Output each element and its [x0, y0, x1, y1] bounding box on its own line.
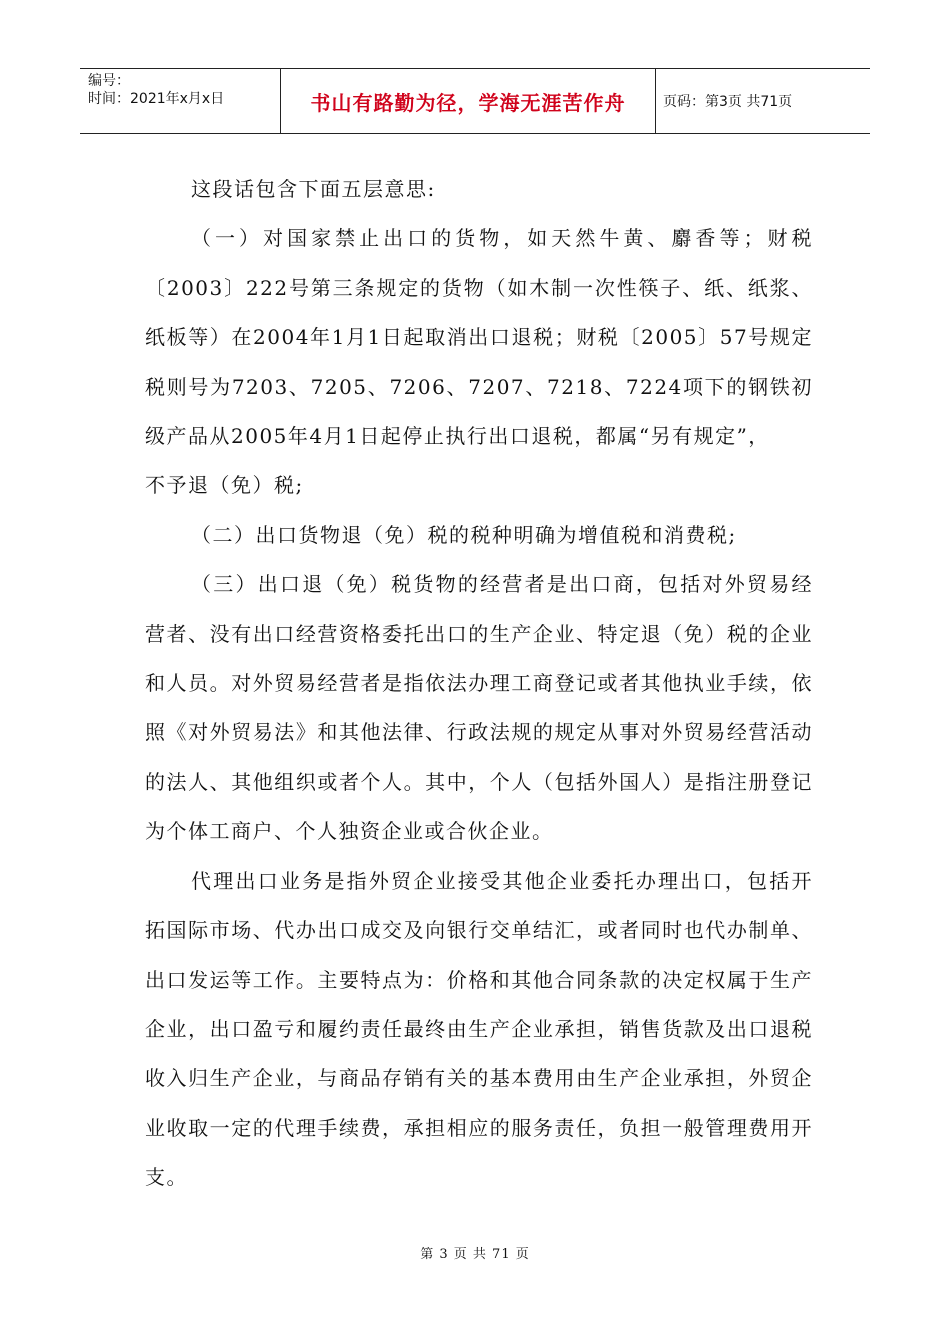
page-header	[80, 68, 870, 134]
header-meta	[80, 69, 281, 133]
page-footer: 第 3 页 共 71 页	[420, 1247, 530, 1262]
document-time-label: 时间：2021年x月x日	[88, 91, 225, 107]
paragraph-point-two: （二）出口货物退（免）税的税种明确为增值税和消费税;	[191, 522, 737, 547]
paragraph-point-one-end: 不予退（免）税;	[145, 473, 304, 498]
header-page-info: 页码：第3页 共71页	[663, 94, 793, 110]
paragraph-agency-export: 代理出口业务是指外贸企业接受其他企业委托办理出口，包括开拓国际市场、代办出口成交及向银行交单结汇，或者同时也代办制单、出口发运等工作。主要特点为：价格和其他合同条款的决定权属于生产企业，出口盈亏和履约责任最终由生产企业承担，销售货款及出口退税收入归生产企业，与商品存销有关的基本费用由生产企业承担，外贸企业收取一定的代理手续费，承担相应的服务责任，负担一般管理费用开支。	[145, 868, 813, 1190]
paragraph-intro: 这段话包含下面五层意思:	[191, 177, 436, 201]
document-number-label: 编号：	[88, 73, 130, 89]
document-body	[145, 165, 813, 1203]
header-motto-cell	[281, 69, 656, 133]
paragraph-point-one: （一）对国家禁止出口的货物，如天然牛黄、麝香等；财税〔2003〕222号第三条规定的货物（如木制一次性筷子、纸、纸浆、纸板等）在2004年1月1日起取消出口退税；财税〔2005〕57号规定税则号为7203、7205、7206、7207、7218、7224项下的钢铁初级产品从2005年4月1日起停止执行出口退税，都属“另有规定”，	[145, 226, 813, 449]
paragraph-point-three: （三）出口退（免）税货物的经营者是出口商，包括对外贸易经营者、没有出口经营资格委托出口的生产企业、特定退（免）税的企业和人员。对外贸易经营者是指依法办理工商登记或者其他执业手续，依照《对外贸易法》和其他法律、行政法规的规定从事对外贸易经营活动的法人、其他组织或者个人。其中，个人（包括外国人）是指注册登记为个体工商户、个人独资企业或合伙企业。	[145, 572, 813, 844]
header-motto: 书山有路勤为径，学海无涯苦作舟	[310, 90, 626, 115]
